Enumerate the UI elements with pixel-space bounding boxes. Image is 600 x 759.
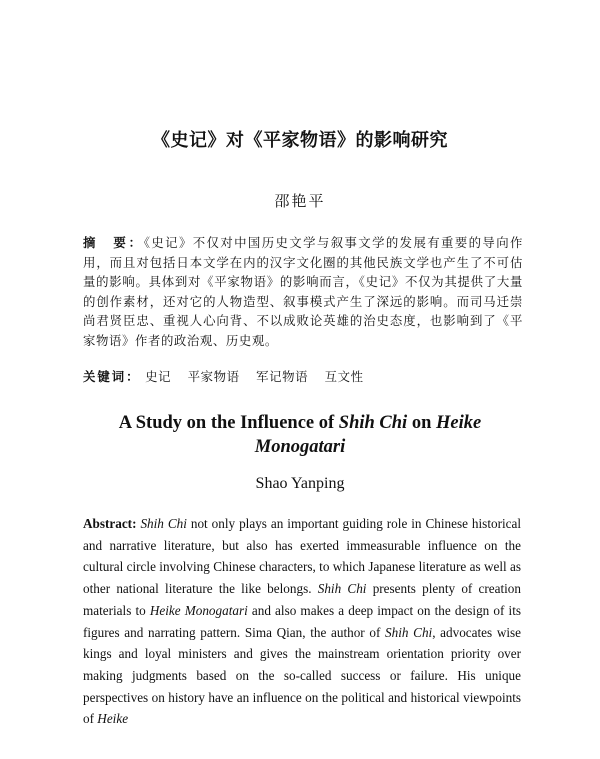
english-abstract-part: Shih Chi	[385, 624, 433, 640]
english-abstract-part: Heike Monogatari	[149, 602, 248, 618]
english-abstract	[83, 513, 521, 730]
chinese-keyword: 互文性	[324, 369, 364, 384]
chinese-keywords-label: 关键词：	[83, 369, 141, 384]
english-abstract-part: , advocates wise kings and loyal ministers and gives the mainstream orientation priority over making judgments based on the so-called success or failure. His unique perspectives on history have an influence on the political and historical viewpoints of	[83, 624, 522, 727]
chinese-abstract-text: 《史记》不仅对中国历史文学与叙事文学的发展有重要的导向作用，而且对包括日本文学在内的汉字文化圈的其他民族文学也产生了不可估量的影响。具体到对《平家物语》的影响而言，《史记》不仅为其提供了大量的创作素材，还对它的人物造型、叙事模式产生了深远的影响。而司马迁崇尚君贤臣忠、重视人心向背、不以成败论英雄的治史态度，也影响到了《平家物语》作者的政治观、历史观。	[83, 235, 523, 348]
chinese-abstract-label: 摘 要：	[83, 235, 144, 250]
english-title-heike: Heike Monogatari	[254, 413, 482, 457]
chinese-keyword: 平家物语	[187, 369, 240, 384]
english-abstract-part: presents plenty of creation materials to	[83, 581, 521, 618]
english-author: Shao Yanping	[255, 475, 345, 492]
english-abstract-part: and also makes a deep impact on the design of its figures and narrating pattern. Sima Qian, the author of	[83, 602, 521, 640]
chinese-keywords	[83, 367, 523, 385]
english-abstract-part: Heike	[97, 711, 129, 727]
english-title	[80, 411, 520, 459]
chinese-abstract	[83, 233, 523, 351]
chinese-keyword: 史记	[145, 369, 172, 384]
english-abstract-label: Abstract:	[83, 516, 137, 531]
english-title-on: on	[407, 413, 436, 433]
english-abstract-part: Shih Chi	[317, 581, 367, 597]
english-abstract-part: not only plays an important guiding role in Chinese historical and narrative literature, but also has exerted immeasurable influence on the cultural circle involving Chinese characters, to which Japanese literature as well as other national literature the like belongs.	[83, 516, 522, 597]
english-abstract-part: Shih Chi	[140, 516, 187, 531]
chinese-keyword: 军记物语	[256, 369, 309, 384]
english-title-shih-chi: Shih Chi	[338, 413, 408, 433]
english-title-prefix: A Study on the Influence of	[118, 413, 339, 433]
chinese-title: 《史记》对《平家物语》的影响研究	[152, 130, 448, 151]
chinese-author: 邵艳平	[274, 192, 326, 210]
